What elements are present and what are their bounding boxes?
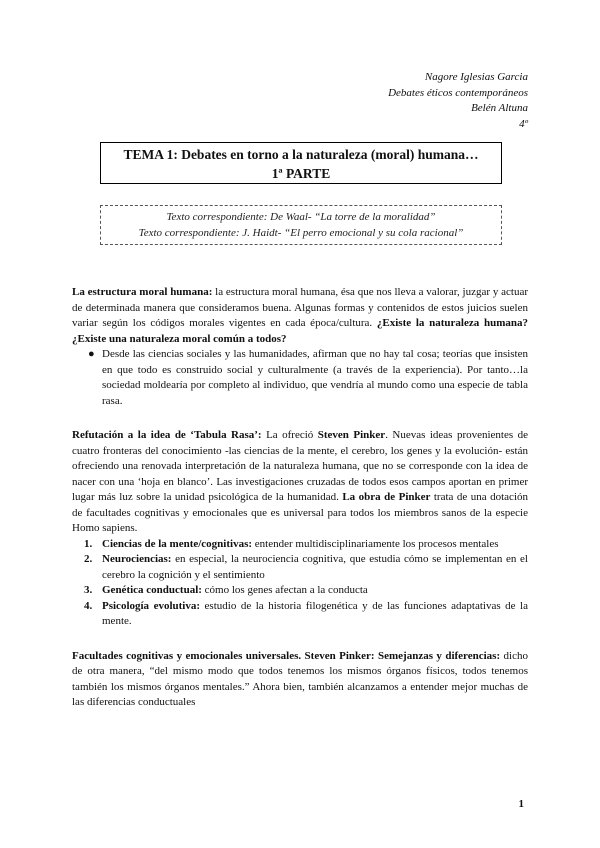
paragraph-text: La ofreció <box>261 429 318 441</box>
numbered-list <box>72 537 528 630</box>
section-tabula-rasa <box>72 428 528 537</box>
teacher-name: Belén Altuna <box>471 102 528 114</box>
list-desc: estudio de la historia filogenética y de las funciones adaptativas de la mente. <box>102 599 528 627</box>
work-reference: La obra de Pinker <box>342 491 431 503</box>
references-box <box>100 205 502 245</box>
list-term: Genética conductual: <box>102 584 202 596</box>
list-item <box>84 537 528 553</box>
title-line-2: 1ª PARTE <box>271 166 331 181</box>
list-number: 1. <box>84 537 93 550</box>
bullet-list <box>72 347 528 409</box>
section-heading: Refutación a la idea de ‘Tabula Rasa’: <box>72 429 262 441</box>
list-term: Psicología evolutiva: <box>102 599 201 612</box>
list-item-text: Desde las ciencias sociales y las humanidades, afirman que no hay tal cosa; teorías que insisten en que todo es construido social y culturalmente (a través de la experiencia). Por tanto…la sociedad moldearía por completo al individuo, que vendría al mundo como una especie de tabla rasa. <box>102 348 528 407</box>
list-number: 2. <box>84 553 93 565</box>
reference-line-2: Texto correspondiente: J. Haidt- “El perro emocional y su cola racional” <box>138 226 464 239</box>
paragraph-text: trata de una dotación de facultades cognitivas y emocionales que es universal para todos los miembros sanos de la especie Homo sapiens. <box>72 491 528 534</box>
list-desc: en especial, la neurociencia cognitiva, que estudia cómo se implementan en el cerebro la cognición y el sentimiento <box>102 553 528 581</box>
section-heading: La estructura moral humana: <box>72 286 213 298</box>
document-body <box>72 285 528 711</box>
list-term: Neurociencias: <box>102 553 172 565</box>
section-question: ¿Existe la naturaleza humana? ¿Existe una naturaleza moral común a todos? <box>72 317 528 345</box>
paragraph-text: la estructura moral humana, ésa que nos lleva a valorar, juzgar y actuar de determinada manera que consideramos buena. Algunas formas y contenidos de estos juicios suelen variar según los códigos morales vigentes en cada época/cultura. <box>72 286 528 329</box>
author-name-inline: Steven Pinker <box>317 429 386 441</box>
list-desc: cómo los genes afectan a la conducta <box>201 584 368 596</box>
reference-line-1: Texto correspondiente: De Waal- “La torre de la moralidad” <box>166 211 436 223</box>
document-header <box>388 70 528 132</box>
paragraph-text: dicho de otra manera, “del mismo modo que todos tenemos los mismos órganos físicos, todos tenemos también los mismos órganos mentales.” Ahora bien, también alcanzamos a entender mejor muchas de las diferencias conductuales <box>72 649 528 708</box>
section-heading: Facultades cognitivas y emocionales universales. Steven Pinker: Semejanzas y diferencias: <box>72 649 501 662</box>
list-item <box>84 583 528 599</box>
course-label: 4º <box>519 117 528 130</box>
title-box <box>100 142 502 184</box>
list-term: Ciencias de la mente/cognitivas: <box>102 537 253 550</box>
author-name: Nagore Iglesias Garcia <box>424 71 528 83</box>
list-item <box>88 347 528 409</box>
paragraph-text: . Nuevas ideas provenientes de cuatro fronteras del conocimiento -las ciencias de la mente, el cerebro, los genes y la evolución- están ofreciendo una renovada interpretación de la naturaleza humana, que no se corresponde con la idea de nacer con una ‘hoja en blanco’. Las investigaciones cruzadas de todos esos campos aportan en primer lugar más luz sobre la unidad psicológica de la humanidad. <box>72 429 528 503</box>
page-number: 1 <box>518 798 524 810</box>
title-line-1: TEMA 1: Debates en torno a la naturaleza (moral) humana… <box>123 147 479 162</box>
list-item <box>84 552 528 583</box>
list-number: 3. <box>84 584 93 596</box>
list-item <box>84 599 528 630</box>
section-universal-faculties <box>72 649 528 711</box>
bullet-icon: ● <box>88 348 95 360</box>
subject-name: Debates éticos contemporáneos <box>388 86 528 99</box>
list-desc: entender multidisciplinariamente los procesos mentales <box>252 537 499 550</box>
section-moral-structure <box>72 285 528 347</box>
list-number: 4. <box>84 599 93 612</box>
